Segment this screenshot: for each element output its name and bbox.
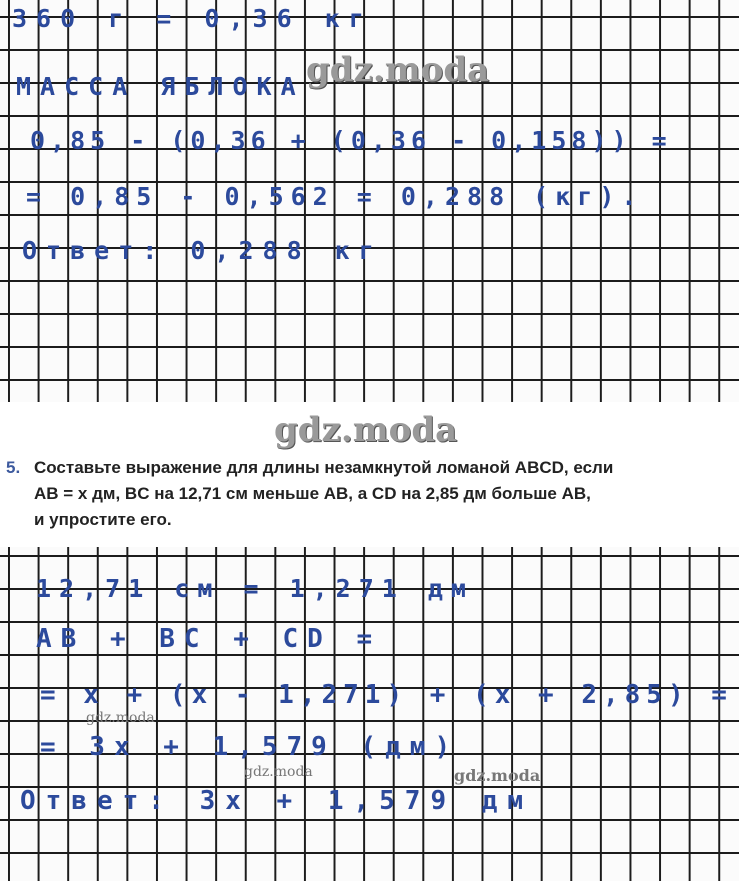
solution-line: 360 г = 0,36 кг <box>12 4 373 33</box>
solution-line: AB + BC + CD = <box>36 624 382 654</box>
watermark: gdz.moda <box>86 710 155 726</box>
solution-line: 12,71 см = 1,271 дм <box>36 574 474 603</box>
task-text-line: Составьте выражение для длины незамкнутой ломаной ABCD, если <box>34 458 614 477</box>
solution-line: МАССА ЯБЛОКА <box>16 72 305 101</box>
solution-line: = x + (x - 1,271) + (x + 2,85) = <box>40 680 733 710</box>
answer-line: Ответ: 0,288 кг <box>22 236 383 265</box>
watermark: gdz.moda <box>454 766 541 785</box>
solution-line: = 3x + 1,579 (дм) <box>40 732 460 762</box>
watermark: gdz.moda <box>244 764 313 780</box>
answer-line: Ответ: 3x + 1,579 дм <box>20 786 534 816</box>
watermark: gdz.moda <box>306 50 490 90</box>
solution-line: 0,85 - (0,36 + (0,36 - 0,158)) = <box>30 126 672 155</box>
task-text-line: и упростите его. <box>34 510 172 529</box>
solution-line: = 0,85 - 0,562 = 0,288 (кг). <box>26 182 644 211</box>
watermark: gdz.moda <box>274 410 458 450</box>
task-text-line: AB = x дм, BC на 12,71 см меньше AB, а CD на 2,85 дм больше AB, <box>34 484 591 503</box>
task-statement <box>6 455 732 533</box>
task-number: 5. <box>6 458 21 477</box>
